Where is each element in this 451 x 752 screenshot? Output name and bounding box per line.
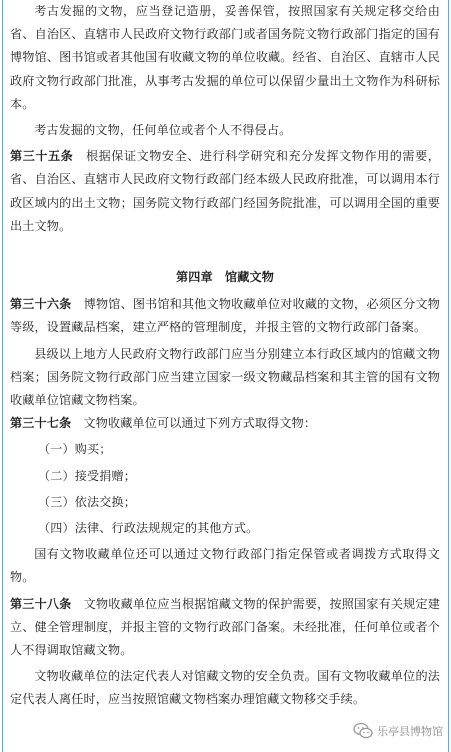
article-35-label: 第三十五条 xyxy=(10,149,74,164)
article-37-label: 第三十七条 xyxy=(10,416,72,431)
paragraph-excavated-relics-custody: 考古发掘的文物，应当登记造册，妥善保管，按照国家有关规定移交给由省、自治区、直辖市人民政府文物行政部门或者国务院文物行政部门指定的国有博物馆、图书馆或者其他国有收藏文物的单位收藏。经省、自治区、直辖市人民政府文物行政部门批准，从事考古发掘的单位可以保留少量出土文物作为科研标本。 xyxy=(10,4,440,111)
article-37-item-3: （三）依法交换； xyxy=(38,494,136,509)
article-36-text: 博物馆、图书馆和其他文物收藏单位对收藏的文物，必须区分文物等级，设置藏品档案，建立严格的管理制度，并报主管的文物行政部门备案。 xyxy=(10,297,440,335)
article-36-paragraph-2: 县级以上地方人民政府文物行政部门应当分别建立本行政区域内的馆藏文物档案；国务院文物行政部门应当建立国家一级文物藏品档案和其主管的国有文物收藏单位馆藏文物档案。 xyxy=(10,346,440,408)
article-37-item-1: （一）购买； xyxy=(38,442,112,457)
article-37-text: 文物收藏单位可以通过下列方式取得文物： xyxy=(83,416,317,431)
article-37-paragraph-2: 国有文物收藏单位还可以通过文物行政部门指定保管或者调拨方式取得文物。 xyxy=(10,547,440,585)
article-37 xyxy=(10,412,440,435)
article-36-label: 第三十六条 xyxy=(10,297,72,312)
paragraph-excavated-relics-no-seizure: 考古发掘的文物，任何单位或者个人不得侵占。 xyxy=(34,123,292,138)
article-38-label: 第三十八条 xyxy=(10,596,72,611)
watermark-text: 乐亭县博物馆 xyxy=(377,725,443,738)
document-body xyxy=(10,0,440,712)
article-38-paragraph-2: 文物收藏单位的法定代表人对馆藏文物的安全负责。国有文物收藏单位的法定代表人离任时，应当按照馆藏文物档案办理馆藏文物移交手续。 xyxy=(10,669,440,707)
chapter-title: 第四章 馆藏文物 xyxy=(176,270,274,285)
wechat-icon xyxy=(353,721,373,741)
article-38-text: 文物收藏单位应当根据馆藏文物的保护需要，按照国家有关规定建立、健全管理制度，并报主管的文物行政部门备案。未经批准，任何单位或者个人不得调取馆藏文物。 xyxy=(10,596,440,658)
article-37-item-4: （四）法律、行政法规规定的其他方式。 xyxy=(38,521,259,536)
article-35-text: 根据保证文物安全、进行科学研究和充分发挥文物作用的需要，省、自治区、直辖市人民政府文物行政部门经本级人民政府批准，可以调用本行政区域内的出土文物；国务院文物行政部门经国务院批准，可以调用全国的重要出土文物。 xyxy=(10,149,440,233)
article-37-item-2: （二）接受捐赠； xyxy=(38,468,136,483)
article-38 xyxy=(10,593,440,663)
article-35 xyxy=(10,145,440,238)
watermark xyxy=(353,716,443,746)
article-36 xyxy=(10,293,440,339)
